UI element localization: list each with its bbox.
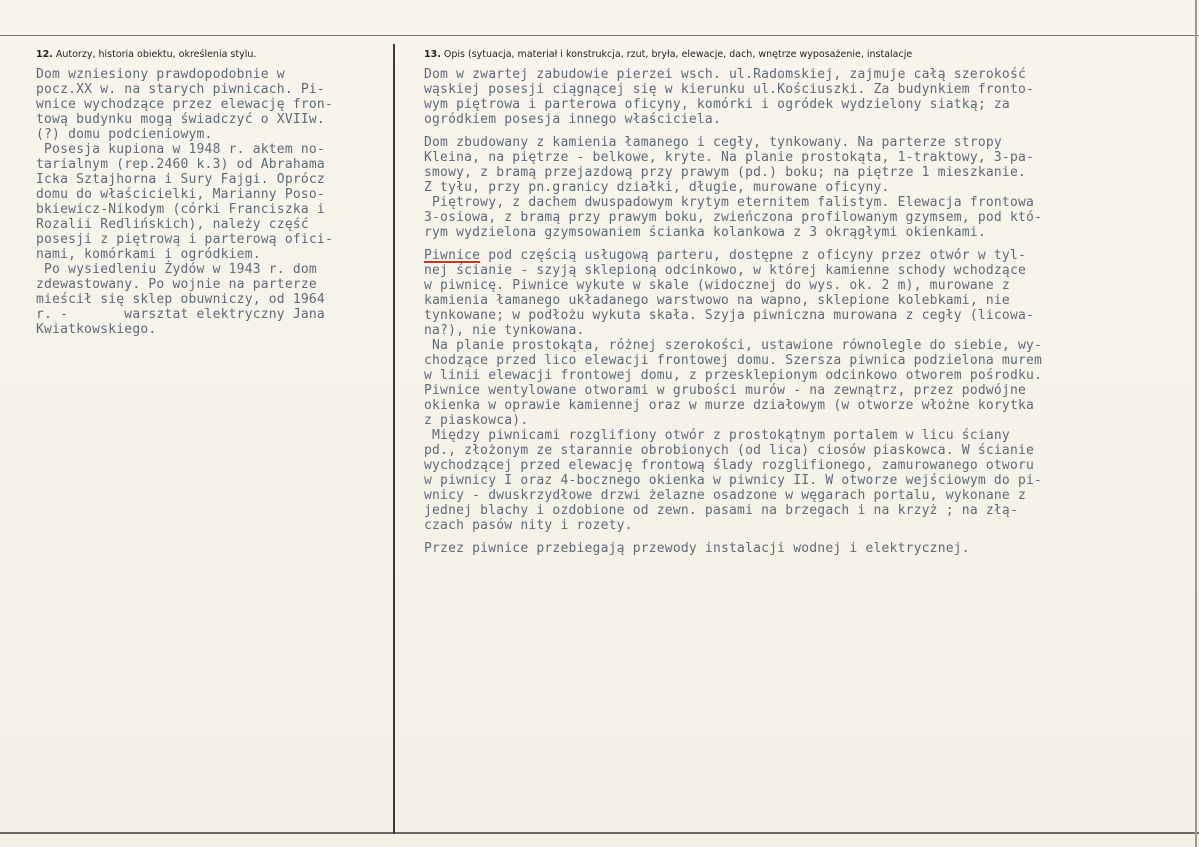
bottom-rule [0, 832, 1199, 834]
text-line: wychodzącej przed elewację frontową ślady rozglifionego, zamurowanego otworu [424, 458, 1035, 473]
text-line: bkiewicz-Nikodym (córki Franciszka i [36, 202, 325, 217]
text-line: Icka Sztajhorna i Sury Fajgi. Oprócz [36, 172, 325, 187]
text-line: Piwnice pod częścią usługową parteru, dostępne z oficyny przez otwór w tyl- [424, 248, 1027, 263]
text-line: (?) domu podcieniowym. [36, 127, 213, 142]
paragraph-gap [424, 127, 1194, 135]
text-line: smowy, z bramą przejazdową przy prawym (pd.) boku; na piętrze 1 mieszkanie. [424, 165, 1026, 180]
text-line: z piaskowca). [424, 413, 529, 428]
text-line: wnice wychodzące przez elewację fron- [36, 97, 333, 112]
paragraph-gap [424, 240, 1194, 248]
text-line: Dom wzniesiony prawdopodobnie w [36, 67, 285, 82]
section-13-title: Opis (sytuacja, materiał i konstrukcja, rzut, bryła, elewacje, dach, wnętrze wyposażenie, instalacje [443, 49, 913, 60]
text-line: Kleina, na piętrze - belkowe, kryte. Na planie prostokąta, 1-traktowy, 3-pa- [424, 150, 1035, 165]
text-line: domu do właścicielki, Marianny Poso- [36, 187, 325, 202]
text-line: Rozalii Redlińskich), należy część [36, 217, 309, 232]
text-line: 3-osiowa, z bramą przy prawym boku, zwieńczona profilowanym gzymsem, pod któ- [424, 210, 1043, 225]
text-line: w piwnicę. Piwnice wykute w skale (widocznej do wys. ok. 2 m), murowane z [424, 278, 1010, 293]
history-text-column [36, 67, 386, 337]
text-line: tową budynku mogą świadczyć o XVIIw. [36, 112, 325, 127]
text-line: zdewastowany. Po wojnie na parterze [36, 277, 317, 292]
text-line: Dom w zwartej zabudowie pierzei wsch. ul.Radomskiej, zajmuje całą szerokość [424, 67, 1026, 82]
text-line: Dom zbudowany z kamienia łamanego i cegły, tynkowany. Na parterze stropy [424, 135, 1002, 150]
underlined-keyword: Piwnice [424, 248, 481, 263]
text-line: pd., złożonym ze starannie obrobionych (od lica) ciosów piaskowca. W ścianie [424, 443, 1035, 458]
text-line: w piwnicy I oraz 4-bocznego okienka w piwnicy II. W otworze wejściowym do pi- [424, 473, 1043, 488]
text-line: Po wysiedleniu Żydów w 1943 r. dom [36, 262, 317, 277]
text-line: nej ścianie - szyją sklepioną odcinkowo, w której kamienne schody wchodzące [424, 263, 1026, 278]
section-12-heading [36, 49, 256, 60]
text-line: na?), nie tynkowana. [424, 323, 585, 338]
right-edge [1195, 0, 1197, 847]
text-line: wąskiej posesji ciągnącej się w kierunku ul.Kościuszki. Za budynkiem fronto- [424, 82, 1035, 97]
section-12-number: 12. [36, 49, 53, 60]
text-line: czach pasów nity i rozety. [424, 518, 633, 533]
description-text-column [424, 67, 1194, 556]
text-line: ogródkiem posesja innego właściciela. [424, 112, 721, 127]
section-12-title: Autorzy, historia obiektu, określenia stylu. [55, 49, 257, 60]
text-line: rym wydzielona gzymsowaniem ścianka kolankowa z 3 okrągłymi okienkami. [424, 225, 986, 240]
text-line: chodzące przed lico elewacji frontowej domu. Szersza piwnica podzielona murem [424, 353, 1043, 368]
section-13-number: 13. [424, 49, 441, 60]
text-line: Piwnice wentylowane otworami w grubości murów - na zewnątrz, przez podwójne [424, 383, 1026, 398]
text-line: kamienia łamanego układanego warstwowo na wapno, sklepione kolebkami, nie [424, 293, 1010, 308]
text-line: mieścił się sklep obuwniczy, od 1964 [36, 292, 325, 307]
text-line: posesji z piętrową i parterową ofici- [36, 232, 333, 247]
text-line: Kwiatkowskiego. [36, 322, 157, 337]
text-line: Na planie prostokąta, różnej szerokości, ustawione równolegle do siebie, wy- [424, 338, 1043, 353]
text-line: tarialnym (rep.2460 k.3) od Abrahama [36, 157, 325, 172]
text-line: okienka w oprawie kamiennej oraz w murze działowym (w otworze włożne korytka [424, 398, 1035, 413]
text-line: w linii elewacji frontowej domu, z przesklepionym odcinkowo otworem pośrodku. [424, 368, 1043, 383]
text-line: jednej blachy i ozdobione od zewn. pasami na brzegach i na krzyż ; na złą- [424, 503, 1018, 518]
text-line: Piętrowy, z dachem dwuspadowym krytym eternitem falistym. Elewacja frontowa [424, 195, 1035, 210]
text-line: wym piętrowa i parterowa oficyny, komórki i ogródek wydzielony siatką; za [424, 97, 1010, 112]
paragraph-gap [424, 533, 1194, 541]
text-line: Z tyłu, przy pn.granicy działki, długie, murowane oficyny. [424, 180, 890, 195]
text-line: Posesja kupiona w 1948 r. aktem no- [36, 142, 325, 157]
text-line: Przez piwnice przebiegają przewody instalacji wodnej i elektrycznej. [424, 541, 970, 556]
text-line: r. - warsztat elektryczny Jana [36, 307, 325, 322]
section-13-heading [424, 49, 912, 60]
text-line: tynkowane; w podłożu wykuta skała. Szyja piwniczna murowana z cegły (licowa- [424, 308, 1035, 323]
text-line: pocz.XX w. na starych piwnicach. Pi- [36, 82, 325, 97]
text-line: nami, komórkami i ogródkiem. [36, 247, 261, 262]
text-line: Między piwnicami rozglifiony otwór z prostokątnym portalem w licu ściany [424, 428, 1010, 443]
text-line: wnicy - dwuskrzydłowe drzwi żelazne osadzone w węgarach portalu, wykonane z [424, 488, 1026, 503]
column-divider [393, 44, 395, 834]
top-rule [0, 35, 1199, 36]
